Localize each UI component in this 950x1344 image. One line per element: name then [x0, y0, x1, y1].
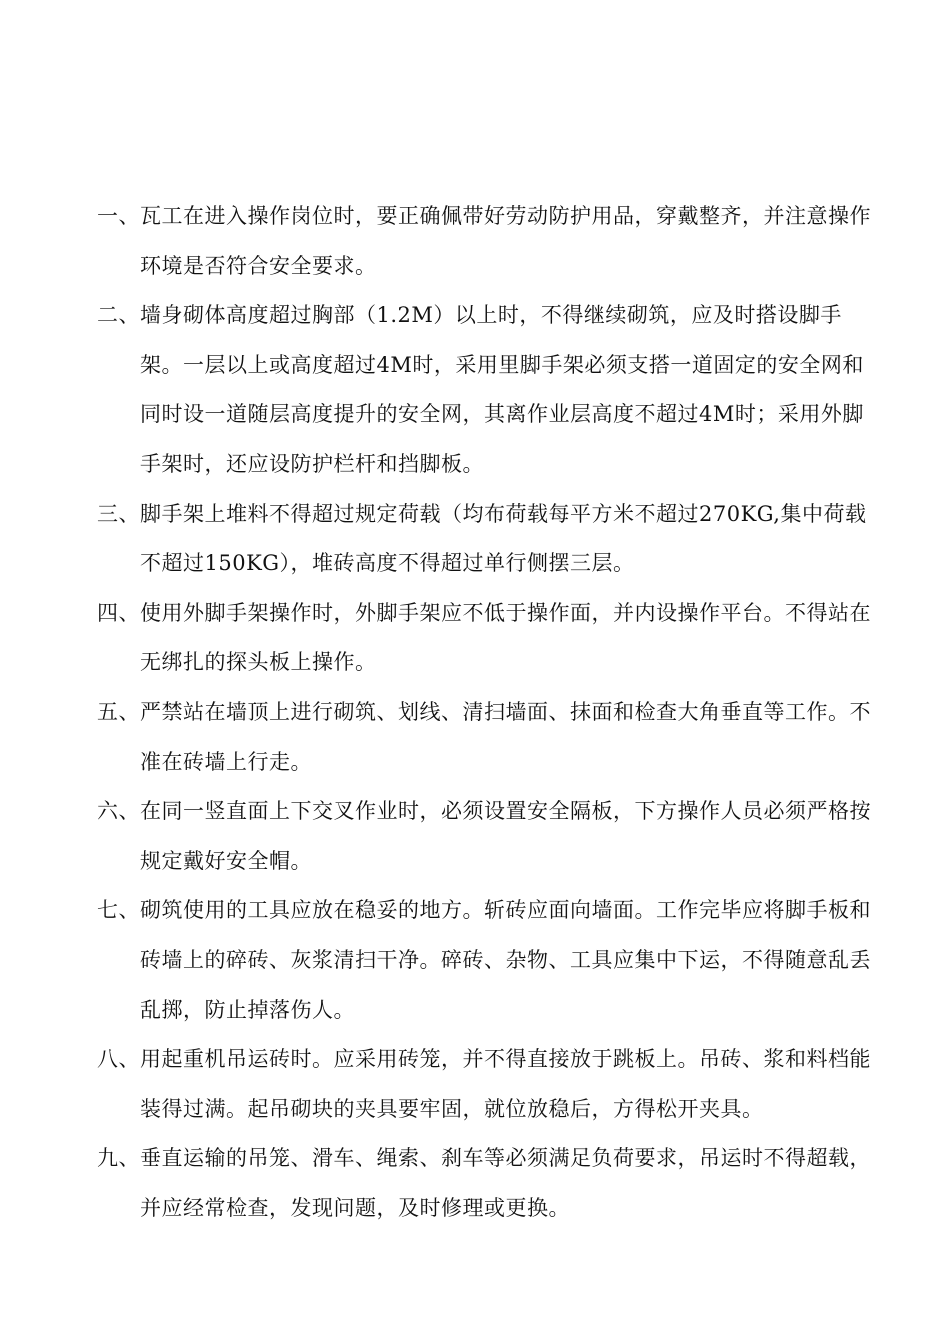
- rule-text: 使用外脚手架操作时，外脚手架应不低于操作面，并内设操作平台。不得站在无绑扎的探头板上操作。: [140, 600, 871, 675]
- rule-number: 六、: [97, 799, 140, 824]
- rule-number: 九、: [97, 1146, 140, 1171]
- rule-number: 一、: [97, 204, 140, 228]
- rule-text: 用起重机吊运砖时。应采用砖笼，并不得直接放于跳板上。吊砖、浆和料档能装得过满。起吊砌块的夹具要牢固，就位放稳后，方得松开夹具。: [140, 1047, 871, 1121]
- rule-item: [97, 787, 872, 886]
- rule-item: [97, 688, 872, 787]
- rule-item: [97, 589, 872, 688]
- rule-item: [97, 291, 872, 489]
- rule-text: 脚手架上堆料不得超过规定荷载（均布荷载每平方米不超过270KG,集中荷载不超过150KG），堆砖高度不得超过单行侧摆三层。: [140, 501, 867, 576]
- rule-text: 墙身砌体高度超过胸部（1.2M）以上时，不得继续砌筑，应及时搭设脚手架。一层以上或高度超过4M时，采用里脚手架必须支搭一道固定的安全网和同时设一道随层高度提升的安全网，其离作业层高度不超过4M时；采用外脚手架时，还应设防护栏杆和挡脚板。: [140, 303, 864, 476]
- rule-number: 七、: [97, 898, 140, 923]
- rule-item: [97, 1035, 872, 1134]
- rule-text: 在同一竖直面上下交叉作业时，必须设置安全隔板，下方操作人员必须严格按规定戴好安全帽。: [140, 799, 871, 873]
- rule-item: [97, 490, 872, 589]
- rule-number: 五、: [97, 699, 140, 724]
- rule-text: 瓦工在进入操作岗位时，要正确佩带好劳动防护用品，穿戴整齐，并注意操作环境是否符合安全要求。: [140, 204, 871, 278]
- rule-number: 二、: [97, 303, 140, 328]
- rule-text: 垂直运输的吊笼、滑车、绳索、刹车等必须满足负荷要求，吊运时不得超载，并应经常检查，发现问题，及时修理或更换。: [140, 1146, 871, 1220]
- rule-item: [97, 886, 872, 1035]
- rule-text: 砌筑使用的工具应放在稳妥的地方。斩砖应面向墙面。工作完毕应将脚手板和砖墙上的碎砖、灰浆清扫干净。碎砖、杂物、工具应集中下运，不得随意乱丢乱掷，防止掉落伤人。: [140, 898, 871, 1022]
- rule-number: 八、: [97, 1047, 140, 1072]
- rule-item: [97, 1134, 872, 1233]
- rule-text: 严禁站在墙顶上进行砌筑、划线、清扫墙面、抹面和检查大角垂直等工作。不准在砖墙上行走。: [140, 699, 871, 774]
- rule-number: 三、: [97, 501, 140, 526]
- safety-rules-list: [97, 192, 872, 1233]
- rule-item: [97, 192, 872, 291]
- rule-number: 四、: [97, 600, 140, 625]
